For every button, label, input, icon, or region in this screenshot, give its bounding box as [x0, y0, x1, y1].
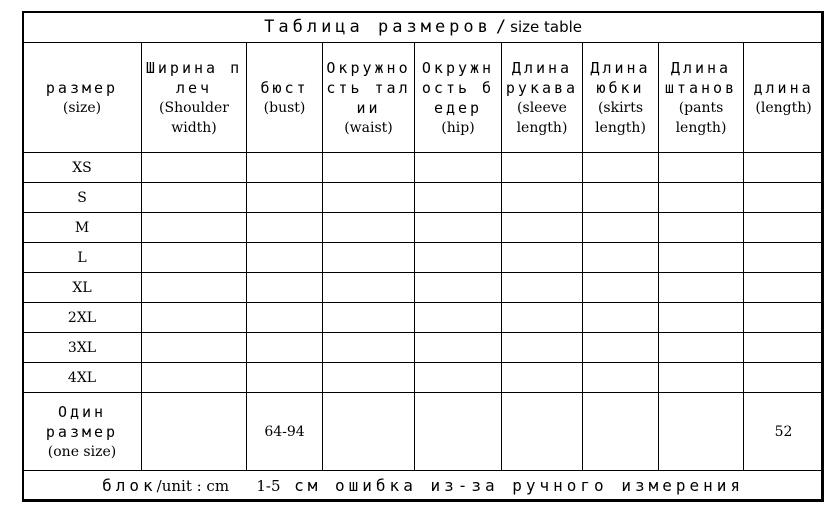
header-shoulder-width-ru: Ширина плеч: [145, 58, 243, 97]
size-label: S: [23, 183, 142, 213]
note-unit: /unit : cm: [156, 477, 230, 495]
one-size-bust-value: 64-94: [247, 393, 323, 471]
header-length-en: (length): [755, 99, 812, 116]
title-separator: /: [495, 17, 507, 37]
size-label: 2XL: [23, 303, 142, 333]
header-length-ru: длина: [753, 78, 814, 97]
size-label: 4XL: [23, 363, 142, 393]
header-waist-en: (waist): [344, 119, 393, 136]
header-size-en: (size): [62, 99, 102, 116]
header-bust-ru: бюст: [260, 78, 309, 97]
header-pants-length-en: (pants length): [675, 99, 727, 136]
one-size-length-value: 52: [744, 393, 824, 471]
note-ru-prefix: блок: [102, 476, 157, 495]
size-label: 3XL: [23, 333, 142, 363]
header-hip-ru: Окружность бедер: [421, 58, 495, 117]
title-ru: Таблица размеров: [264, 17, 492, 37]
size-label: M: [23, 213, 142, 243]
header-sleeve-length-en: (sleeve length): [516, 99, 568, 136]
title-en: size table: [510, 18, 582, 36]
header-hip-en: (hip): [441, 119, 475, 136]
size-label: L: [23, 243, 142, 273]
note-range: 1-5: [256, 477, 281, 495]
header-bust-en: (bust): [263, 99, 306, 116]
header-size-ru: размер: [45, 78, 119, 97]
header-pants-length-ru: Длина штанов: [664, 58, 738, 97]
header-skirts-length-en: (skirts length): [595, 99, 646, 136]
note-ru-suffix: см ошибка из-за ручного измерения: [294, 476, 745, 495]
header-sleeve-length-ru: Длина рукава: [505, 58, 579, 97]
header-waist-ru: Окружность талии: [326, 58, 411, 117]
header-shoulder-width-en: (Shoulder width): [159, 99, 229, 136]
one-size-label-en: (one size): [47, 443, 117, 460]
size-label: XS: [23, 153, 142, 183]
one-size-label-ru: Один размер: [45, 402, 119, 441]
header-skirts-length-ru: Длина юбки: [590, 58, 651, 97]
table-outer-border: [22, 11, 823, 501]
size-label: XL: [23, 273, 142, 303]
